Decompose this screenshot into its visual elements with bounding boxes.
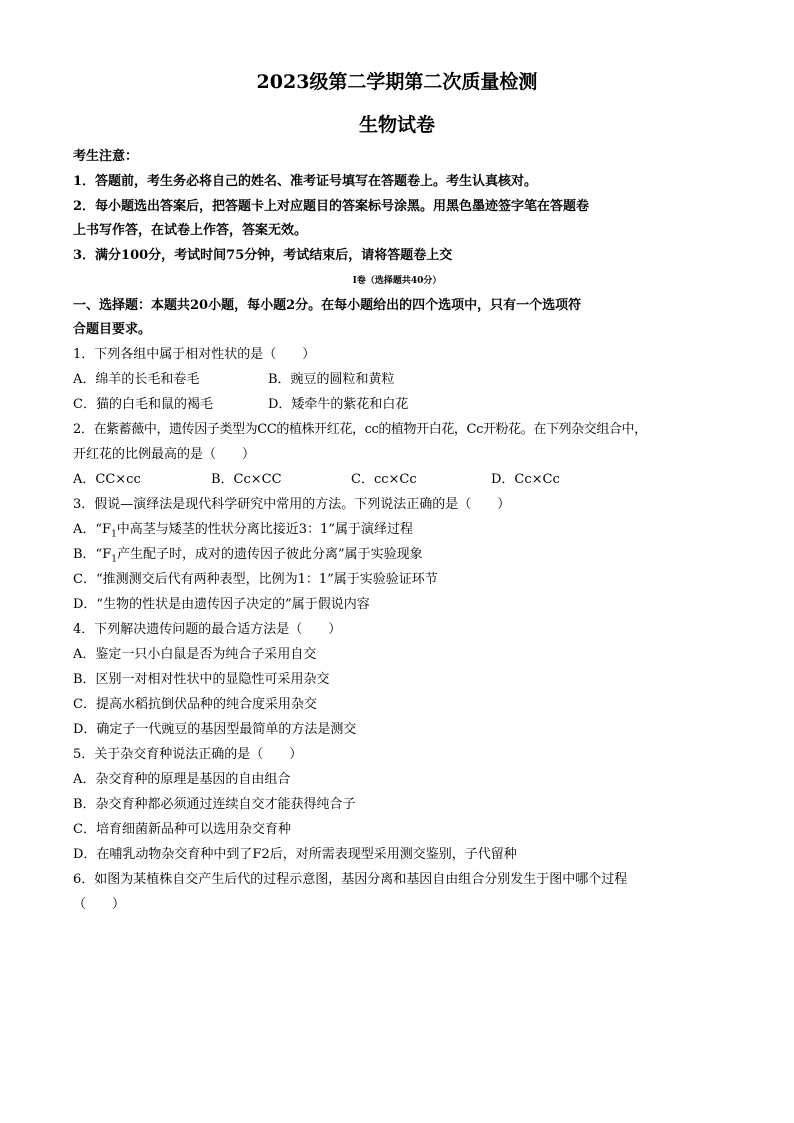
question-1-option-c: C．猫的白毛和鼠的褐毛 [73, 397, 213, 412]
question-5-option-d: D．在哺乳动物杂交育种中到了F2后，对所需表现型采用测交鉴别，子代留种 [73, 847, 517, 862]
section-instruction-line-1: 一、选择题：本题共20小题，每小题2分。在每小题给出的四个选项中，只有一个选项符 [73, 298, 582, 313]
question-1-option-d: D．矮牵牛的紫花和白花 [268, 397, 409, 412]
question-3-stem: 3．假说—演绎法是现代科学研究中常用的方法。下列说法正确的是（ ） [73, 497, 511, 512]
exam-subtitle: 生物试卷 [358, 114, 435, 136]
question-3-option-b-subscript: 1 [111, 554, 117, 565]
question-6-stem-line-1: 6．如图为某植株自交产生后代的过程示意图，基因分离和基因自由组合分别发生于图中哪个过程 [73, 872, 628, 887]
question-6-stem-line-2: （ ） [73, 897, 126, 912]
question-4-option-b: B．区别一对相对性状中的显隐性可采用杂交 [73, 672, 330, 687]
question-2-stem-line-2: 开红花的比例最高的是（ ） [73, 447, 256, 462]
question-4-option-d: D．确定子一代豌豆的基因型最简单的方法是测交 [73, 722, 357, 737]
question-3-option-b-text: 产生配子时，成对的遗传因子彼此分离”属于实验现象 [116, 547, 423, 562]
question-3-option-a-subscript: 1 [111, 529, 117, 540]
question-5-option-c: C．培育细菌新品种可以选用杂交育种 [73, 822, 291, 837]
question-4-option-a: A．鉴定一只小白鼠是否为纯合子采用自交 [73, 647, 317, 662]
question-2-option-a: A．CC×cc [73, 472, 141, 487]
question-1-option-a: A．绵羊的长毛和卷毛 [73, 372, 200, 387]
question-3-option-a-prefix: A．“F [73, 522, 112, 537]
question-1-option-b: B．豌豆的圆粒和黄粒 [268, 372, 395, 387]
question-2-option-d: D．Cc×Cc [491, 472, 560, 487]
question-2-stem-line-1: 2．在紫蓄薇中，遗传因子类型为CC的植株开红花，cc的植物开白花，Cc开粉花。在下列杂交组合中， [73, 422, 647, 437]
question-4-stem: 4．下列解决遗传问题的最合适方法是（ ） [73, 622, 342, 637]
question-5-option-b: B．杂交育种都必须通过连续自交才能获得纯合子 [73, 797, 356, 812]
notice-item-2-line-1: 2．每小题选出答案后，把答题卡上对应题目的答案标号涂黑。用黑色墨迹签字笔在答题卷 [73, 199, 590, 214]
notice-heading: 考生注意： [73, 149, 139, 164]
question-3-option-a-text: 中高茎与矮茎的性状分离比接近3：1”属于演绎过程 [116, 522, 413, 537]
question-2-option-c: C．cc×Cc [351, 472, 417, 487]
question-3-option-b-prefix: B．“F [73, 547, 112, 562]
question-4-option-c: C．提高水稻抗倒伏品种的纯合度采用杂交 [73, 697, 317, 712]
section-instruction-line-2: 合题目要求。 [73, 322, 152, 337]
question-5-stem: 5．关于杂交育种说法正确的是（ ） [73, 747, 303, 762]
notice-item-3: 3．满分100分，考试时间75分钟，考试结束后，请将答题卷上交 [73, 248, 453, 263]
question-3-option-d: D．“生物的性状是由遗传因子决定的”属于假说内容 [73, 597, 370, 612]
notice-item-1: 1．答题前，考生务必将自己的姓名、准考证号填写在答题卷上。考生认真核对。 [73, 174, 538, 189]
section-title: Ⅰ卷（选择题共40分） [352, 276, 442, 286]
question-2-option-b: B．Cc×CC [211, 472, 282, 487]
question-3-option-b [73, 543, 723, 567]
question-1-stem: 1．下列各组中属于相对性状的是（ ） [73, 347, 316, 362]
question-3-option-c: C．“推测测交后代有两种表型，比例为1：1”属于实验验证环节 [73, 572, 438, 587]
question-5-option-a: A．杂交育种的原理是基因的自由组合 [73, 772, 291, 787]
exam-title: 2023级第二学期第二次质量检测 [256, 71, 538, 93]
question-3-option-a [73, 518, 723, 542]
notice-item-2-line-2: 上书写作答，在试卷上作答，答案无效。 [73, 223, 308, 238]
